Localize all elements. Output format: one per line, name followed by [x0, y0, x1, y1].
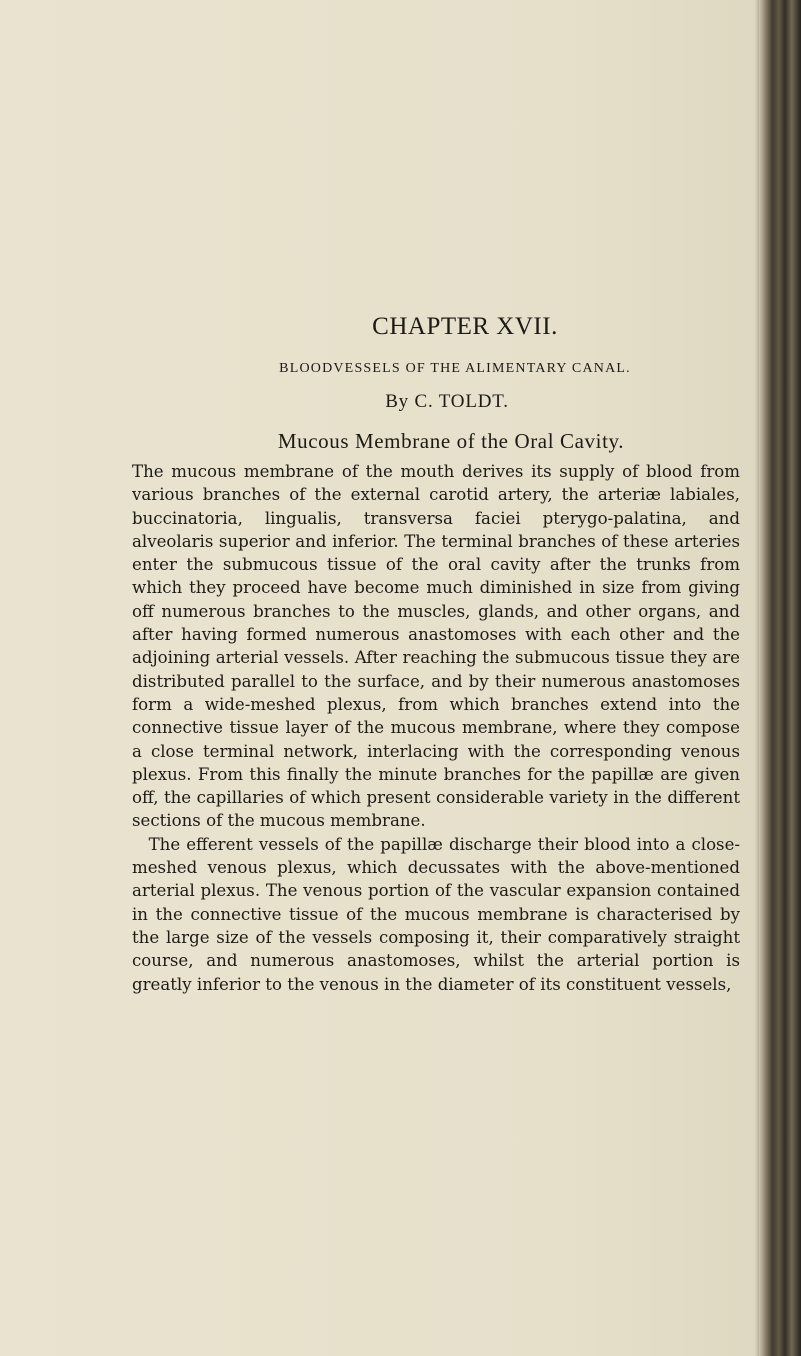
chapter-heading: CHAPTER XVII. — [372, 313, 558, 340]
paragraph-1: The mucous membrane of the mouth derives its supply of blood from various branches of the external carotid artery, the arteriæ labiales, buccinatoria, lingualis, transversa faciei pterygo-palatina, and alveolaris superior and inferior. The terminal branches of these arteries enter the submucous tissue of the oral cavity after the trunks from which they proceed have become much diminished in size from giving off numerous branches to the muscles, glands, and other organs, and after having formed numerous anastomoses with each other and the adjoining arterial vessels. After reaching the submucous tissue they are distributed parallel to the surface, and by their numerous anastomoses form a wide-meshed plexus, from which branches extend into the connective tissue layer of the mucous membrane, where they compose a close terminal network, interlacing with the corresponding venous plexus. From this finally the minute branches for the papillæ are given off, the capillaries of which present considerable variety in the different sections of the mucous membrane. — [132, 462, 740, 831]
section-heading: Mucous Membrane of the Oral Cavity. — [277, 429, 625, 453]
page-text-block — [132, 313, 740, 996]
author-line: By C. TOLDT. — [385, 391, 509, 412]
book-binding-edge — [759, 0, 801, 1356]
paragraph-2: The efferent vessels of the papillæ discharge their blood into a close-meshed venous plexus, which decussates with the above-mentioned arterial plexus. The venous portion of the vascular expansion contained in the connective tissue of the mucous membrane is characterised by the large size of the vessels composing it, their comparatively straight course, and numerous anastomoses, whilst the arterial portion is greatly inferior to the venous in the diameter of its constituent vessels, — [132, 834, 740, 994]
chapter-subtitle: BLOODVESSELS OF THE ALIMENTARY CANAL. — [279, 361, 631, 376]
body-text — [132, 460, 740, 996]
